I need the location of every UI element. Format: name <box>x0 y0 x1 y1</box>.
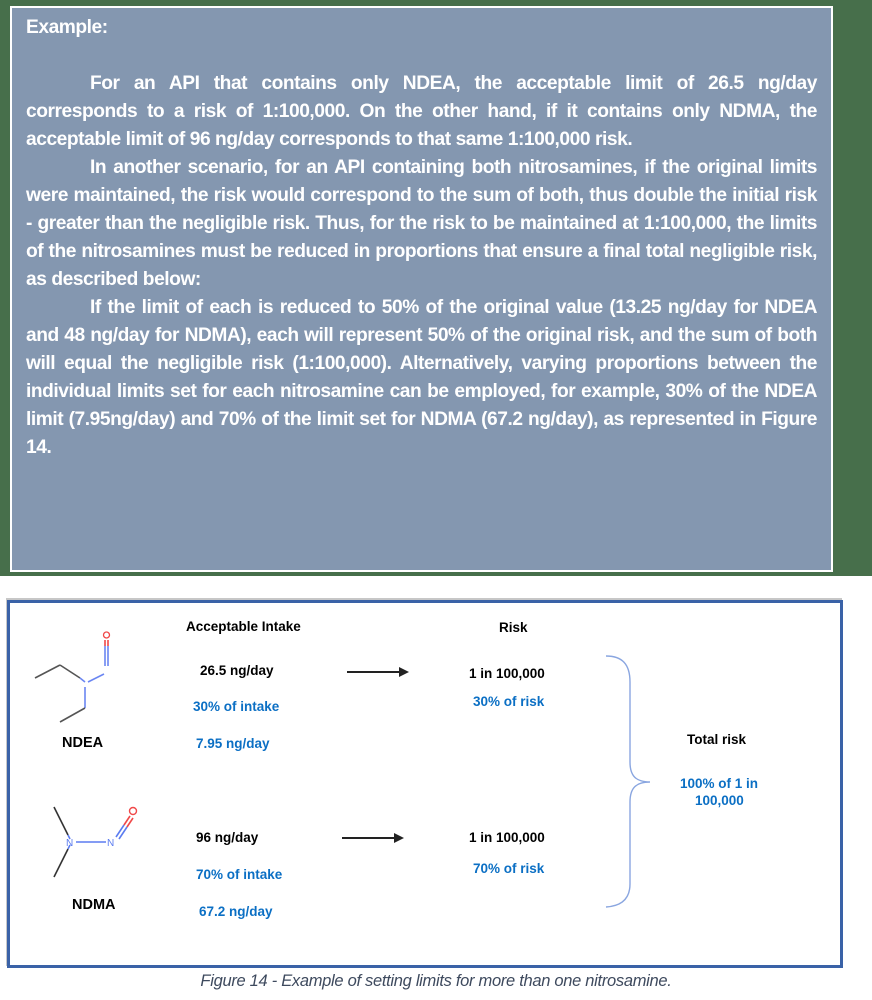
figure-caption: Figure 14 - Example of setting limits for more than one nitrosamine. <box>200 972 672 990</box>
ndea-intake-reduced: 7.95 ng/day <box>196 736 270 751</box>
ndma-risk: 1 in 100,000 <box>469 830 545 845</box>
ndea-intake: 26.5 ng/day <box>200 663 274 678</box>
total-risk-value-line2: 100,000 <box>695 793 744 808</box>
arrow-right-icon <box>342 832 404 844</box>
header-risk: Risk <box>499 620 528 635</box>
ndea-risk: 1 in 100,000 <box>469 666 545 681</box>
ndea-structure-icon <box>30 630 120 720</box>
ndma-risk-percent: 70% of risk <box>473 861 545 876</box>
ndea-intake-percent: 30% of intake <box>193 699 280 714</box>
example-paragraph: For an API that contains only NDEA, the acceptable limit of 26.5 ng/day corresponds to a risk of 1:100,000. On the other hand, if it contains only NDMA, the acceptable limit of 96 ng/day corresponds to that same 1:100,000 risk. <box>26 73 817 150</box>
total-risk-value-line1: 100% of 1 in <box>680 776 759 791</box>
compound-name-ndma: NDMA <box>72 897 116 913</box>
example-box <box>10 6 833 572</box>
ndma-intake: 96 ng/day <box>196 830 259 845</box>
ndma-intake-percent: 70% of intake <box>196 867 283 882</box>
ndma-intake-reduced: 67.2 ng/day <box>199 904 273 919</box>
svg-text:N: N <box>66 838 74 849</box>
curly-brace-icon <box>600 652 660 912</box>
ndea-risk-percent: 30% of risk <box>473 694 545 709</box>
example-paragraph: If the limit of each is reduced to 50% of the original value (13.25 ng/day for NDEA and 48 ng/day for NDMA), each will represent 50% of the original risk, and the sum of both will equal the negligible risk (1:100,000). Alternatively, varying proportions between the individual limits set for each nitrosamine can be employed, for example, 30% of the NDEA limit (7.95ng/day) and 70% of the limit set for NDMA (67.2 ng/day), as represented in Figure 14. <box>26 297 817 458</box>
svg-text:N: N <box>107 838 115 849</box>
total-risk-label: Total risk <box>687 732 747 747</box>
example-title: Example: <box>26 17 108 38</box>
example-paragraph: In another scenario, for an API containing both nitrosamines, if the original limits were maintained, the risk would correspond to the sum of both, thus double the initial risk - greater than the negligible risk. Thus, for the risk to be maintained at 1:100,000, the limits of the nitrosamines must be reduced in proportions that ensure a final total negligible risk, as described below: <box>26 157 817 290</box>
ndma-structure-icon <box>50 805 150 885</box>
header-acceptable-intake: Acceptable Intake <box>186 619 301 634</box>
compound-name-ndea: NDEA <box>62 735 104 751</box>
arrow-right-icon <box>347 666 409 678</box>
